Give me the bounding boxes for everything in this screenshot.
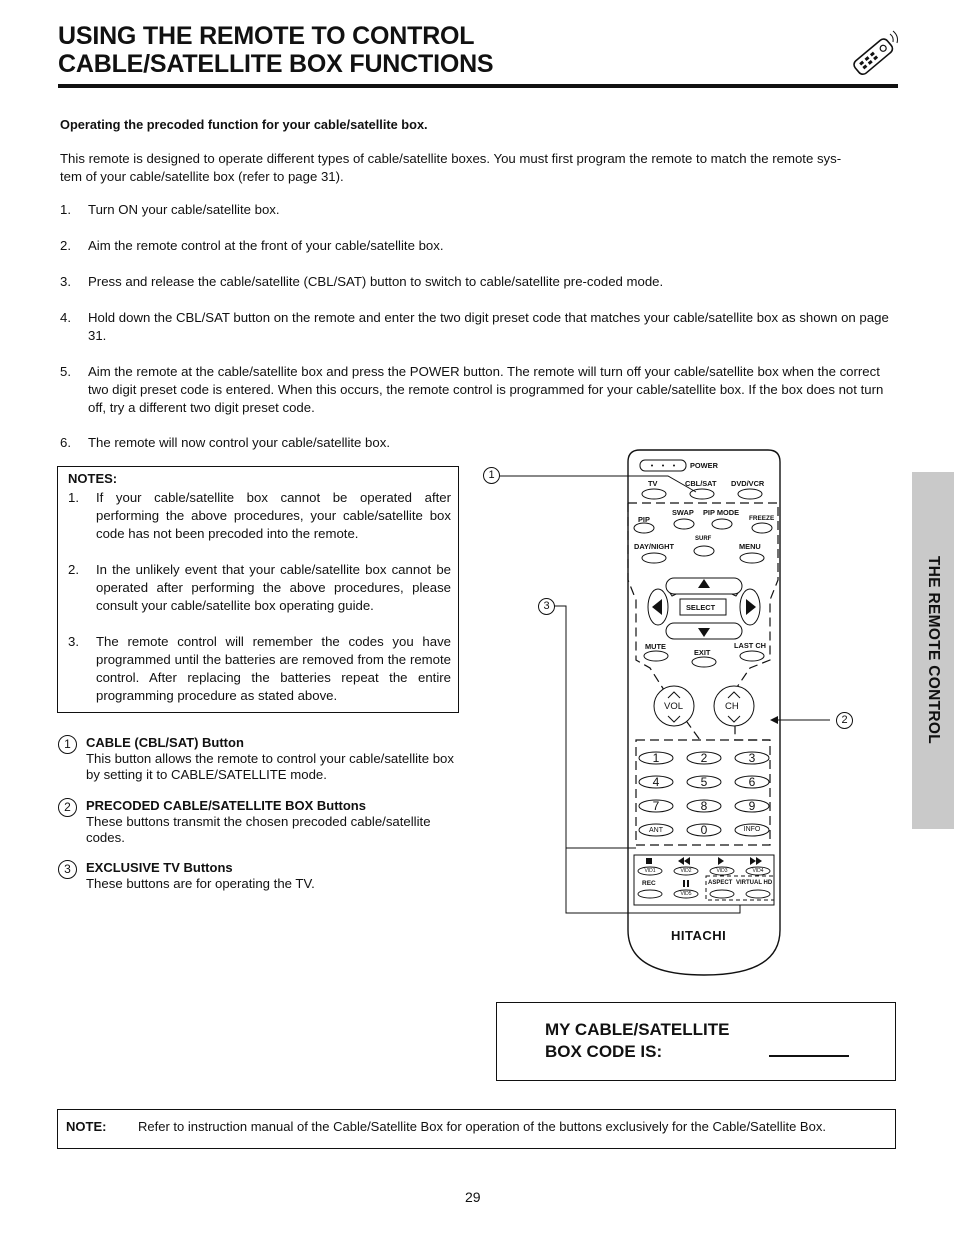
remote-digit: 9 (748, 799, 756, 813)
remote-digit: 5 (700, 775, 708, 789)
remote-exit-label: EXIT (694, 648, 711, 657)
remote-vid3-label: VID3 (716, 868, 728, 874)
remote-cbl-sat-label: CBL/SAT (685, 479, 717, 488)
callout-text: These buttons are for operating the TV. (86, 876, 315, 891)
remote-virtual-hd-label: VIRTUAL HD (736, 880, 773, 886)
remote-digit: 4 (652, 775, 660, 789)
remote-ant-label: ANT (649, 827, 663, 834)
bottom-note (57, 1109, 896, 1149)
note-text: The remote control will remember the codes you have programmed until the batteries are removed from the remote control. After replacing the batteries repeat the entire programming procedure as stated above. (96, 634, 451, 703)
step-text: The remote will now control your cable/satellite box. (88, 435, 390, 450)
remote-ch-label: CH (725, 701, 739, 712)
code-entry-label (545, 1019, 730, 1063)
note-item (68, 561, 451, 615)
remote-rec-label: REC (642, 880, 656, 887)
remote-digit: 0 (700, 823, 708, 837)
step-item (60, 237, 896, 255)
callout-heading: PRECODED CABLE/SATELLITE BOX Buttons (86, 798, 366, 813)
remote-digit: 1 (652, 751, 660, 765)
step-number: 2. (60, 238, 71, 253)
remote-pip-label: PIP (638, 515, 650, 524)
step-text: Aim the remote at the cable/satellite box and press the POWER button. The remote will turn off your cable/satellite box when the correct two digit preset code is entered. When this occurs, the remote control is programmed for your cable/satellite box. If the box does not turn off, try a different two digit preset code. (88, 364, 884, 415)
page-title (58, 22, 858, 78)
bottom-note-text: Refer to instruction manual of the Cable/Satellite Box for operation of the buttons exclusively for the Cable/Satellite Box. (138, 1119, 826, 1134)
remote-vid5-label: VID5 (680, 891, 692, 897)
remote-control-illustration (470, 440, 880, 1000)
note-item (68, 489, 451, 543)
title-divider (58, 84, 898, 88)
remote-digit: 7 (652, 799, 660, 813)
code-entry-line-1: MY CABLE/SATELLITE (545, 1020, 730, 1039)
intro-paragraph-line-1: This remote is designed to operate different types of cable/satellite boxes. You must first program the remote to match the remote sys- (60, 151, 842, 166)
remote-menu-label: MENU (739, 542, 761, 551)
page-number: 29 (465, 1189, 481, 1205)
remote-callout-marker-1: 1 (483, 467, 500, 484)
step-number: 5. (60, 364, 71, 379)
note-text: If your cable/satellite box cannot be operated after performing the above procedures, your cable/satellite box code has not been precoded into the remote. (96, 490, 451, 541)
callout-text: This button allows the remote to control your cable/satellite box by setting it to CABLE/SATELLITE mode. (86, 751, 454, 782)
step-item (60, 273, 896, 291)
remote-surf-label: SURF (695, 536, 712, 542)
remote-aspect-label: ASPECT (708, 880, 733, 886)
note-number: 2. (68, 562, 79, 577)
note-text: In the unlikely event that your cable/satellite box cannot be operated after performing the above procedures, please consult your cable/satellite box operating guide. (96, 562, 451, 613)
remote-callout-marker-2: 2 (836, 712, 853, 729)
step-item (60, 201, 896, 219)
remote-digit: 2 (700, 751, 708, 765)
section-heading: Operating the precoded function for your cable/satellite box. (60, 117, 428, 132)
remote-vid2-label: VID2 (680, 868, 692, 874)
remote-swap-label: SWAP (672, 508, 694, 517)
note-number: 3. (68, 634, 79, 649)
remote-select-label: SELECT (686, 603, 716, 612)
remote-control-icon (846, 26, 902, 82)
callout-text: These buttons transmit the chosen precoded cable/satellite codes. (86, 814, 431, 845)
callout-heading: EXCLUSIVE TV Buttons (86, 860, 233, 875)
remote-vol-label: VOL (664, 701, 684, 712)
callout-item (58, 735, 458, 783)
remote-digit: 8 (700, 799, 708, 813)
callout-item (58, 860, 458, 892)
remote-brand-logo: HITACHI (671, 928, 727, 943)
remote-tv-label: TV (648, 479, 658, 488)
remote-vid4-label: VID4 (752, 868, 764, 874)
remote-day-night-label: DAY/NIGHT (634, 542, 674, 551)
remote-freeze-label: FREEZE (749, 515, 775, 522)
step-item (60, 363, 896, 417)
bottom-note-label: NOTE: (66, 1119, 107, 1134)
remote-last-ch-label: LAST CH (734, 641, 767, 650)
callout-heading: CABLE (CBL/SAT) Button (86, 735, 244, 750)
step-number: 4. (60, 310, 71, 325)
callout-marker: 1 (58, 735, 77, 754)
remote-digit: 6 (748, 775, 756, 789)
intro-paragraph (60, 150, 896, 186)
remote-vid1-label: VID1 (644, 868, 656, 874)
note-number: 1. (68, 490, 79, 505)
side-tab-label: THE REMOTE CONTROL (925, 556, 942, 744)
remote-dvd-vcr-label: DVD/VCR (731, 479, 765, 488)
notes-title: NOTES: (68, 471, 118, 486)
step-text: Press and release the cable/satellite (CBL/SAT) button to switch to cable/satellite pre-coded mode. (88, 274, 664, 289)
step-number: 3. (60, 274, 71, 289)
remote-info-label: INFO (743, 826, 761, 833)
step-number: 6. (60, 435, 71, 450)
notes-box (57, 466, 459, 713)
note-item (68, 633, 451, 705)
intro-paragraph-line-2: tem of your cable/satellite box (refer to page 31). (60, 169, 344, 184)
remote-digit: 3 (748, 751, 756, 765)
remote-callout-marker-3: 3 (538, 598, 555, 615)
code-write-line (769, 1055, 849, 1057)
step-item (60, 309, 896, 345)
remote-mute-label: MUTE (645, 642, 666, 651)
callout-marker: 3 (58, 860, 77, 879)
callout-marker: 2 (58, 798, 77, 817)
remote-pip-mode-label: PIP MODE (703, 508, 740, 517)
title-line-2: CABLE/SATELLITE BOX FUNCTIONS (58, 50, 494, 78)
step-text: Turn ON your cable/satellite box. (88, 202, 280, 217)
step-number: 1. (60, 202, 71, 217)
step-text: Aim the remote control at the front of your cable/satellite box. (88, 238, 444, 253)
step-text: Hold down the CBL/SAT button on the remote and enter the two digit preset code that matches your cable/satellite box as shown on page 31. (88, 310, 889, 343)
code-entry-box (496, 1002, 896, 1081)
title-line-1: USING THE REMOTE TO CONTROL (58, 22, 475, 50)
code-entry-line-2: BOX CODE IS: (545, 1042, 663, 1061)
remote-power-label: POWER (690, 461, 718, 470)
callout-item (58, 798, 458, 846)
